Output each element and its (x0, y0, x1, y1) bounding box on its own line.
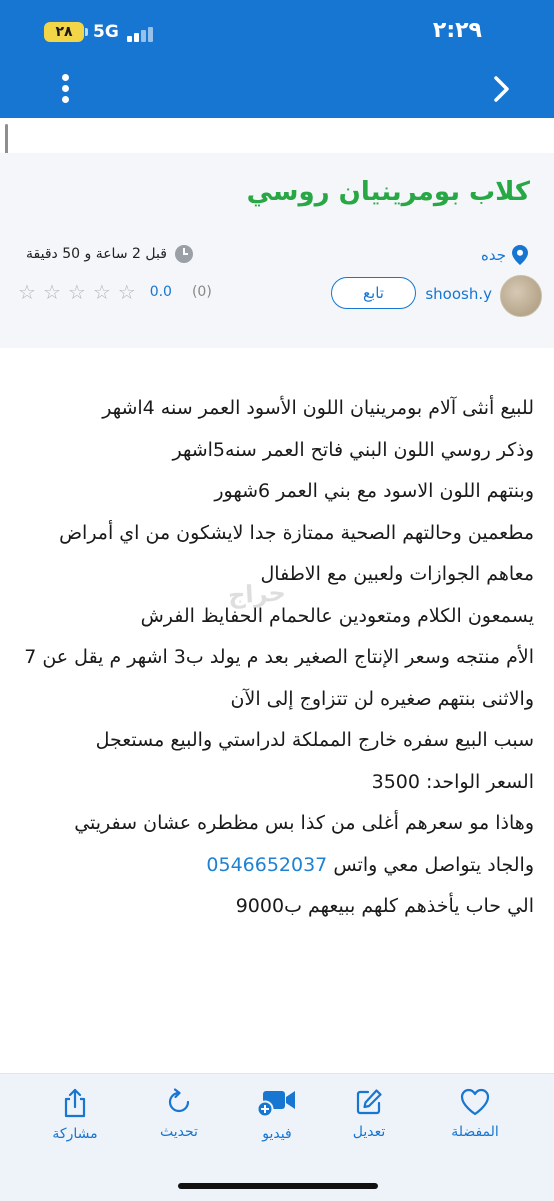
video-button[interactable] (232, 1088, 322, 1142)
bottom-action-bar (0, 1073, 554, 1201)
location-label: جده (480, 246, 506, 264)
phone-link[interactable]: 0546652037 (206, 853, 328, 876)
add-video-icon (257, 1088, 297, 1118)
description-line: للبيع أنثى آلام بومرينيان اللون الأسود العمر سنه 4اشهر (102, 397, 534, 419)
home-indicator (178, 1183, 378, 1189)
edit-button[interactable] (324, 1088, 414, 1140)
refresh-icon (165, 1088, 193, 1116)
more-options-icon[interactable] (56, 72, 76, 106)
rating-value: 0.0 (149, 284, 172, 300)
description-line: الأم منتجه وسعر الإنتاج الصغير بعد م يولد ب3 اشهر م يقل عن 7 (24, 646, 534, 668)
share-button[interactable] (30, 1088, 120, 1142)
refresh-button[interactable] (134, 1088, 224, 1140)
video-label: فيديو (262, 1126, 292, 1142)
ad-title: كلاب بومرينيان روسي (246, 177, 530, 207)
star-icon: ☆ (42, 280, 61, 304)
description-line: سبب البيع سفره خارج المملكة لدراستي والبيع مستعجل (95, 729, 534, 751)
post-time (26, 245, 193, 263)
edit-label: تعديل (352, 1124, 386, 1140)
watermark: حراج (227, 578, 287, 610)
star-icon: ☆ (18, 280, 36, 304)
heart-icon (460, 1088, 490, 1116)
battery-icon: ٢٨ (44, 22, 84, 42)
seller-username[interactable]: shoosh.y (425, 285, 492, 303)
refresh-label: تحديث (160, 1124, 198, 1140)
post-time-label: قبل 2 ساعة و 50 دقيقة (26, 246, 167, 262)
share-icon (61, 1088, 89, 1118)
edit-icon (355, 1088, 383, 1116)
star-icon: ☆ (67, 280, 86, 304)
signal-icon (127, 24, 159, 42)
location-pin-icon (512, 245, 528, 265)
description-line: يسمعون الكلام ومتعودين عالحمام الحفايظ الفرش (140, 604, 534, 627)
seller-rating[interactable] (18, 282, 212, 302)
description-line: وبنتهم اللون الاسود مع بني العمر 6شهور (214, 480, 534, 502)
description-line: وهاذا مو سعرهم أغلى من كذا بس مظطره عشان سفريتي (74, 812, 534, 834)
clock-icon (175, 245, 193, 263)
star-icon: ☆ (92, 280, 111, 304)
follow-button[interactable]: تابع (331, 277, 416, 309)
description-line: الي حاب يأخذهم كلهم ببيعهم ب9000 (235, 895, 534, 917)
contact-text: والجاد يتواصل معي واتس (333, 853, 534, 876)
rating-count: (0) (191, 284, 212, 300)
star-icon: ☆ (117, 280, 136, 304)
ad-header-card (0, 153, 554, 348)
favorite-button[interactable] (430, 1088, 520, 1140)
app-header (0, 0, 554, 118)
seller-avatar[interactable] (500, 275, 542, 317)
description-line: وذكر روسي اللون البني فاتح العمر سنه5اشهر (172, 438, 534, 461)
status-time: ٢:٢٩ (432, 18, 482, 43)
description-line: والاثنى بنتهم صغيره لن تتزاوج إلى الآن (230, 687, 534, 710)
back-arrow-icon[interactable] (486, 74, 516, 104)
description-line: معاهم الجوازات ولعبين مع الاطفال (260, 563, 534, 585)
share-label: مشاركة (52, 1126, 98, 1142)
description-line: مطعمين وحالتهم الصحية ممتازة جدا لايشكون من اي أمراض (59, 521, 534, 544)
favorite-label: المفضلة (451, 1124, 499, 1140)
rating-stars (18, 282, 136, 302)
network-type: 5G (93, 22, 119, 42)
description-line: السعر الواحد: 3500 (371, 770, 534, 793)
location[interactable] (481, 245, 528, 265)
ad-description (22, 388, 534, 928)
contact-line (22, 845, 534, 887)
